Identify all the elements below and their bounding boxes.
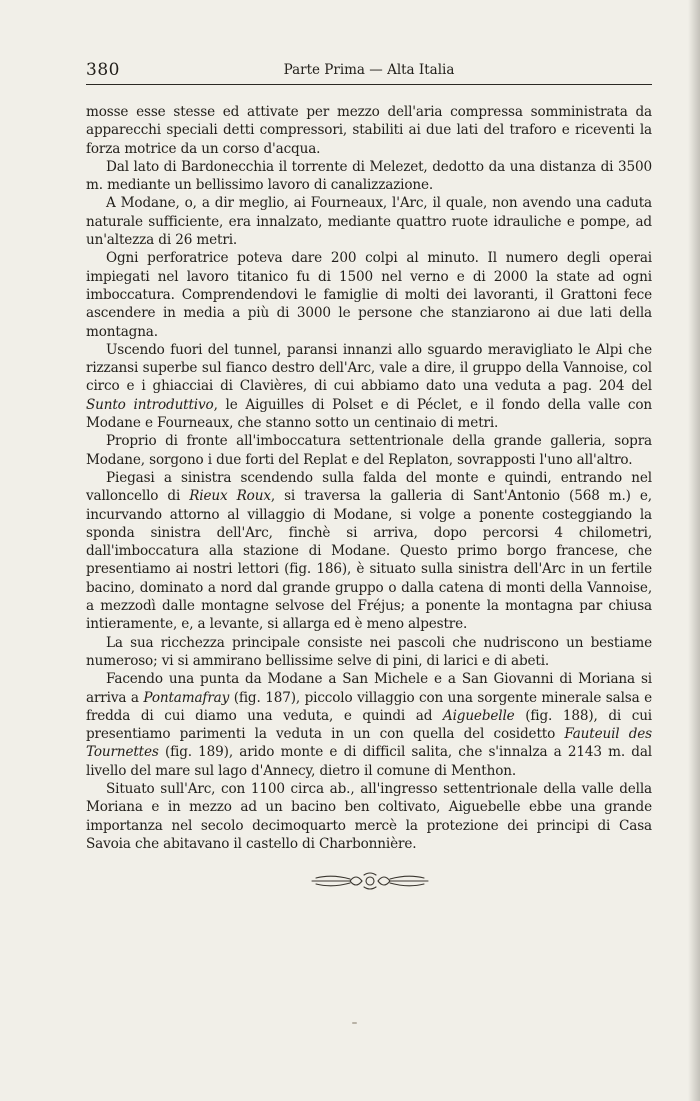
italic-title: Pontamafray xyxy=(143,689,230,706)
paragraph xyxy=(86,249,652,340)
italic-title: Fauteuil des Tournettes xyxy=(86,726,652,761)
paragraph xyxy=(86,469,652,634)
paragraph xyxy=(86,194,652,249)
paragraph xyxy=(86,432,652,469)
paragraph xyxy=(86,780,652,853)
paragraph xyxy=(86,103,652,158)
paragraph xyxy=(86,341,652,432)
text-run: Facendo una punta da Modane a San Michele e a San Giovanni di Moriana si arriva a xyxy=(86,671,652,706)
text-run: Ogni perforatrice poteva dare 200 colpi al minuto. Il numero degli operai impiegati nel lavoro titanico fu di 1500 nel verno e di 2000 la state ad ogni imboccatura. Comprendendovi le famiglie di molti dei lavoranti, il Grattoni fece ascendere in media a più di 3000 le persone che stanziarono ai due lati della montagna. xyxy=(86,250,652,340)
paragraph xyxy=(86,158,652,195)
text-run: (fig. 188), di cui presentiamo parimenti la veduta in un con quella del cosidetto xyxy=(86,707,652,743)
text-run: (fig. 189), arido monte e di difficil salita, che s'innalza a 2143 m. dal livello del mare sul lago d'Annecy, dietro il comune di Menthon. xyxy=(86,744,652,779)
page-header xyxy=(86,58,652,80)
text-run: (fig. 187), piccolo villaggio con una sorgente minerale salsa e fredda di cui diamo una veduta, e quindi ad xyxy=(86,689,652,724)
text-run: A Modane, o, a dir meglio, ai Fourneaux, l'Arc, il quale, non avendo una caduta naturale sufficiente, era innalzato, mediante quattro ruote idrauliche e pompe, ad un'altezza di 26 metri. xyxy=(86,195,652,249)
text-run: Situato sull'Arc, con 1100 circa ab., all'ingresso settentrionale della valle della Moriana e in mezzo ad un bacino ben coltivato, Aiguebelle ebbe una grande importanza nel secolo decimoquarto mercè la protezione dei principi di Casa Savoia che abitavano il castello di Charbonnière. xyxy=(86,780,652,852)
text-run: mosse esse stesse ed attivate per mezzo dell'aria compressa somministrata da apparecchi speciali detti compressori, stabiliti ai due lati del traforo e riceventi la forza motrice da un corso d'acqua. xyxy=(86,104,652,157)
text-run: Proprio di fronte all'imboccatura settentrionale della grande galleria, sopra Modane, sorgono i due forti del Replat e del Replaton, sovrapposti l'uno all'altro. xyxy=(86,433,652,468)
body-text xyxy=(86,103,652,853)
paragraph xyxy=(86,634,652,671)
page-number: 380 xyxy=(86,60,120,80)
paragraph xyxy=(86,670,652,780)
header-rule xyxy=(86,84,652,85)
page-edge-shadow xyxy=(688,0,700,1101)
page-mark xyxy=(352,1022,357,1024)
text-run: , le Aiguilles di Polset e di Péclet, e il fondo della valle con Modane e Fourneaux, che stanno sotto un centinaio di metri. xyxy=(86,396,652,432)
running-head: Parte Prima — Alta Italia xyxy=(283,62,455,78)
italic-title: Rieux Roux xyxy=(189,488,271,505)
text-run: , si traversa la galleria di Sant'Antonio (568 m.) e, incurvando attorno al villaggio di Modane, si volge a ponente costeggiando la sponda sinistra dell'Arc, finchè si arriva, dopo percorsi 4 chilometri, dall'imboccatura alla stazione di Modane. Questo primo borgo francese, che presentiamo ai nostri lettori (fig. 186), è situato sulla sinistra dell'Arc in un fertile bacino, dominato a nord dal grande gruppo o dalla catena di monti della Vannoise, a mezzodì dalle montagne selvose del Fréjus; a ponente la montagna par chiusa intieramente, e, a levante, si allarga ed è meno alpestre. xyxy=(86,488,652,633)
italic-title: Aiguebelle xyxy=(442,707,515,724)
text-run: Uscendo fuori del tunnel, paransi innanzi allo sguardo meravigliato le Alpi che rizzansi superbe sul fianco destro dell'Arc, vale a dire, il gruppo della Vannoise, col circo e i ghiacciai di Clavières, di cui abbiamo dato una veduta a pag. 204 del xyxy=(86,341,652,395)
text-run: Dal lato di Bardonecchia il torrente di Melezet, dedotto da una distanza di 3500 m. mediante un bellissimo lavoro di canalizzazione. xyxy=(86,158,652,194)
decorative-tailpiece-icon xyxy=(310,870,430,892)
text-run: La sua ricchezza principale consiste nei pascoli che nudriscono un bestiame numeroso; vi si ammirano bellissime selve di pini, di larici e di abeti. xyxy=(86,634,652,669)
italic-title: Sunto introduttivo xyxy=(86,396,214,413)
text-run: Piegasi a sinistra scendendo sulla falda del monte e quindi, entrando nel valloncello di xyxy=(86,469,652,505)
